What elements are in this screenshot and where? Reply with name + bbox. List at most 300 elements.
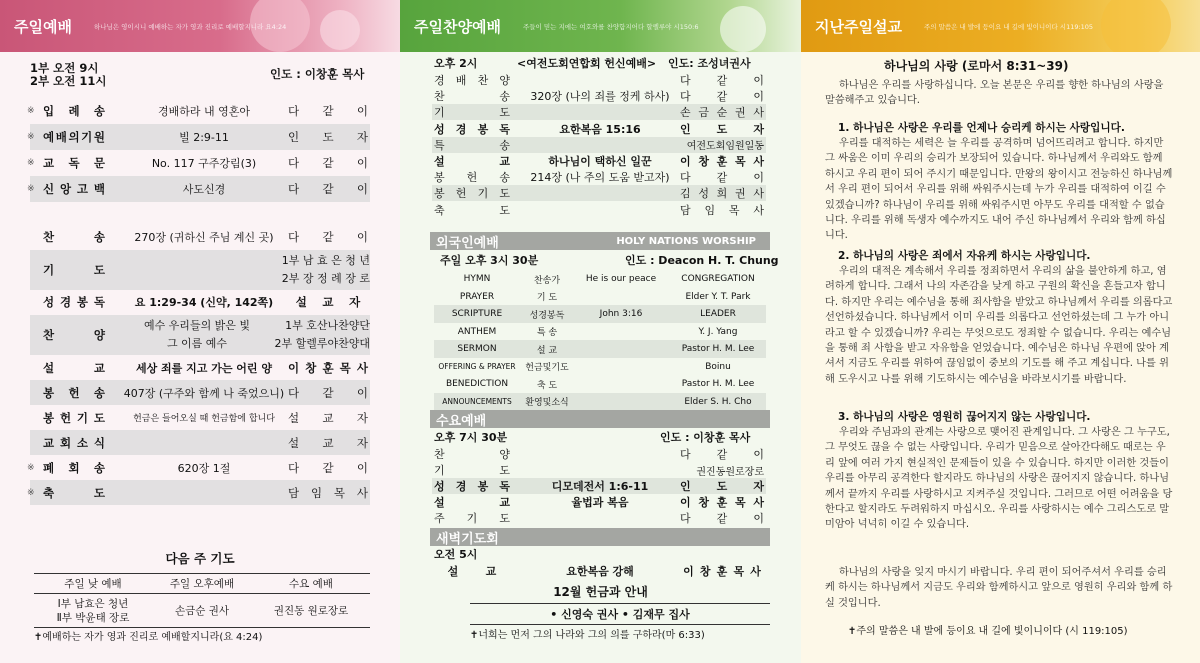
order-label: [434, 137, 510, 153]
prayer-person-1: 1부 남 효 은 청 년: [281, 254, 370, 267]
sermon-paragraph-2: 우리의 대적은 계속해서 우리를 정죄하면서 우리의 삶을 불안하게 하고, 염려하게 합니다. 그래서 나의 자존감을 낮게 하고 구원의 확신을 흔들고자 합니다. 하지만 우리는 예수님을 통해 죄사함을 받았고 하나님께서 우리를 의롭다고 선언하셨습니다. 하나님께서 이미 우리를 의롭다고 선언하셨는데 그 누가 아니라고 할 수 있겠습니까? 우리는 무엇으로도 정죄할 수 없습니다. 우리는 예수님을 통해 죄 사함을 받고 자유함을 얻었습니다. 예수님은 하나님 우편에 앉아 계셔서 지금도 우리를 위하여 끊임없이 중보의 기도를 해 주고 계십니다. 나를 위해 도우시고 나를 위해 기도하시는 예수님을 바라보시기를 바랍니다.: [825, 266, 1173, 385]
order-person: [288, 385, 368, 401]
praise-song-1: 예수 우리들의 밝은 빛: [143, 319, 251, 332]
order-person: LEADER: [700, 309, 736, 319]
label-char: 이: [753, 448, 764, 461]
label-char: 도: [93, 485, 105, 500]
label-char: 다: [680, 512, 691, 525]
order-row-praise: [30, 315, 370, 355]
label-char: 기: [477, 187, 489, 201]
label-char: 이: [753, 512, 764, 525]
order-person: [680, 169, 764, 185]
order-label: [434, 478, 510, 494]
label-char: 설: [434, 155, 445, 168]
order-label: [434, 104, 510, 120]
foreign-order-row: [434, 323, 766, 341]
label-char: 찬: [434, 448, 445, 461]
label-char: 경: [455, 480, 467, 493]
order-content: 디모데전서 1:6-11: [551, 480, 649, 493]
foreign-order-row: [434, 340, 766, 358]
order-content: 사도신경: [182, 183, 226, 196]
foreign-service-section: [430, 232, 770, 250]
dawn-time: 오전 5시: [434, 548, 478, 561]
label-char: 담: [288, 485, 300, 500]
label-char: 도: [716, 480, 728, 493]
order-person: Boinu: [705, 361, 731, 372]
order-label: [434, 185, 510, 201]
service-time-2: 2부 오전 11시: [30, 74, 107, 88]
label-char: 도: [93, 410, 105, 425]
order-label-ko: 특 송: [536, 328, 558, 338]
label-char: 찬: [477, 74, 489, 87]
order-row: [432, 88, 766, 104]
label-char: 다: [288, 156, 300, 170]
order-label: [43, 155, 105, 171]
label-char: 창: [698, 496, 709, 509]
wed-service-time: 오후 7시 30분: [434, 431, 508, 444]
next-prayer-table: [34, 573, 370, 628]
label-char: 설: [288, 410, 300, 425]
label-char: 목: [339, 360, 351, 375]
foreign-order-row: [434, 358, 766, 376]
order-content: 세상 죄를 지고 가는 어린 양: [135, 361, 273, 375]
label-char: 이: [753, 171, 764, 185]
label-char: 소: [76, 435, 89, 450]
order-label-ko: 찬송가: [533, 275, 561, 286]
label-char: 기: [434, 106, 445, 120]
order-person: [680, 510, 764, 526]
order-person: [288, 435, 368, 451]
order-label-ko: 환영및소식: [525, 398, 569, 408]
table-header: 수요 예배: [289, 578, 333, 590]
label-char: 인: [680, 480, 691, 493]
label-char: 헌: [455, 187, 467, 201]
sunday-service-header: [0, 0, 400, 52]
order-person: Elder S. H. Cho: [684, 396, 752, 407]
order-label: [43, 327, 105, 343]
order-content: 하나님이 택하신 일꾼: [548, 155, 652, 168]
label-char: 주: [434, 512, 445, 525]
order-person: [288, 229, 368, 245]
order-label: [43, 262, 105, 278]
order-content: 빌 2:9-11: [179, 131, 229, 144]
dawn-sermon-row: [432, 563, 766, 579]
order-label: [434, 462, 510, 478]
order-label: [434, 563, 510, 579]
order-content: 620장 1절: [177, 461, 231, 475]
label-char: 다: [680, 171, 691, 185]
order-label-en: HYMN: [463, 274, 491, 284]
label-char: 봉: [43, 410, 55, 425]
order-label: [43, 435, 105, 451]
order-person: Pastor H. M. Lee: [681, 379, 755, 389]
label-char: 같: [322, 104, 334, 118]
label-char: 이: [753, 74, 764, 87]
label-char: 도: [322, 130, 334, 144]
footer-verse: ✝예배하는 자가 영과 진리로 예배할지니라(요 4:24): [34, 632, 263, 643]
label-char: 교: [43, 435, 55, 450]
label-char: 기: [76, 410, 89, 425]
label-char: 교: [485, 565, 497, 578]
order-content: 214장 (나 주의 도움 받고자): [530, 171, 670, 185]
header-verse: 주들이 믿는 지에는 여호와를 찬양함지어다 할렐루야 시150:6: [522, 22, 699, 31]
label-char: 봉: [76, 295, 89, 309]
sermon-point-2: 2. 하나님의 사랑은 죄에서 자유케 하시는 사랑입니다.: [838, 250, 1091, 262]
label-char: 성: [434, 480, 445, 493]
section-subtitle: HOLY NATIONS WORSHIP: [616, 235, 756, 247]
label-char: 도: [716, 122, 728, 136]
label-char: 훈: [322, 360, 334, 375]
label-char: 이: [683, 565, 694, 578]
order-label-en: PRAYER: [459, 291, 495, 302]
label-char: 훈: [716, 155, 728, 168]
order-row: [30, 224, 370, 250]
order-row: [432, 104, 766, 120]
table-cell: [34, 594, 152, 628]
order-label: [434, 446, 510, 462]
label-char: 독: [68, 156, 80, 170]
label-char: 같: [716, 448, 728, 461]
label-char: 설: [288, 435, 300, 450]
label-char: 이: [356, 182, 368, 196]
label-char: 배: [55, 130, 67, 144]
label-char: 창: [305, 360, 317, 375]
label-char: 훈: [716, 496, 728, 509]
order-label: [434, 121, 510, 137]
order-person: Y. J. Yang: [698, 326, 738, 337]
order-content: 407장 (구주와 함께 나 죽었으니): [123, 386, 285, 400]
label-char: 송: [499, 138, 510, 152]
order-label: [434, 510, 510, 526]
order-person: CONGREGATION: [681, 274, 755, 284]
sermon-paragraph-3: 우리와 주님과의 관계는 사랑으로 맺어진 관계입니다. 그 사랑은 그 누구도, 그 무엇도 끊을 수 없는 사랑입니다. 우리가 믿음으로 살아간다해도 때로는 우리 앞에 여러 가지 현실적인 문제들이 있을 수 있습니다. 하지만 이러한 것들이 우리를 아무리 공격한다 할지라도 하나님의 사랑은 끊어지지 않습니다. 하나님께서 끝까지 우리를 사랑하시고 지켜주실 것입니다. 그러므로 어떤 어려움을 당한다고 할지라도 두려워하지 마십시오. 우리를 사랑하시는 예수 그리스도로 말미암아 넉넉히 이길 수 있습니다.: [825, 427, 1173, 531]
service-time-1: 1부 오전 9시: [30, 61, 99, 75]
label-char: 임: [310, 485, 323, 500]
label-char: 인: [288, 130, 300, 144]
foreign-order-row: [434, 375, 766, 393]
label-char: 봉: [434, 171, 445, 185]
label-char: 례: [68, 104, 80, 118]
order-label: [43, 229, 105, 245]
label-char: 설: [447, 565, 459, 578]
sermon-point-1: 1. 하나님은 사랑은 우리를 언제나 승리케 하시는 사랑입니다.: [838, 122, 1125, 134]
label-char: 같: [322, 182, 334, 196]
label-char: 다: [288, 385, 300, 400]
header-verse: 주의 말씀은 내 발에 등이요 내 길에 빛이니이다 시119:105: [923, 22, 1094, 31]
label-char: 같: [716, 512, 728, 525]
order-label: [43, 360, 105, 376]
order-person: 여전도회임원일동: [686, 141, 764, 153]
label-char: 양: [499, 448, 510, 461]
label-char: 담: [680, 203, 691, 217]
prayer-name: Ⅰ부 남효은 청년: [57, 597, 129, 610]
scripture-reference: 요 1:29-34 (신약, 142쪽): [134, 296, 274, 309]
order-row: [432, 169, 766, 185]
order-content: 경배하라 내 영혼아: [157, 105, 250, 118]
sermon-paragraph-1: 우리를 대적하는 세력은 늘 우리를 공격하며 넘어뜨리려고 합니다. 하지만 그 싸움은 이미 우리의 승리가 보장되어 있습니다. 하나님께서 우리와도 함께 하시고 우리 편이 되어 주시기 때문입니다. 만왕의 왕이시고 전능하신 하나님께서 우리 편이 되어서 우리를 위해 싸워주시는데 누가 우리를 대적하여 이길 수 있겠습니까? 하나님이 우리를 위해 싸워주시면 아무도 우리를 대적할 수 없습니다. 우리를 위해 독생자 예수까지도 내어 주신 하나님께서 우리와 함께 하십니다.: [825, 138, 1173, 242]
label-char: 봉: [477, 480, 489, 493]
label-char: 설: [434, 496, 445, 509]
label-char: 도: [499, 203, 510, 217]
label-char: 송: [93, 230, 105, 244]
label-char: 손: [680, 106, 691, 120]
order-person: Elder Y. T. Park: [685, 291, 751, 302]
order-person: [288, 460, 368, 476]
order-label-en: OFFERING & PRAYER: [438, 362, 516, 371]
label-char: 경: [59, 295, 72, 309]
order-label-char: 기: [43, 263, 55, 277]
table-header: 주일 오후예배: [169, 578, 235, 590]
label-char: 양: [499, 74, 510, 87]
label-char: 의: [68, 130, 80, 144]
order-content: 헌금은 들어오실 때 헌금함에 합니다: [133, 414, 275, 424]
praise-team-2: 2부 할렐루야찬양대: [274, 337, 370, 350]
label-char: 사: [750, 565, 761, 578]
label-char: 훈: [716, 565, 728, 578]
foreign-order-row: [434, 270, 766, 288]
label-char: 교: [93, 360, 105, 375]
label-char: 다: [680, 90, 691, 104]
order-person: [680, 185, 764, 201]
label-char: 경: [434, 74, 445, 87]
label-char: 송: [93, 460, 105, 475]
order-person: [288, 294, 368, 310]
label-char: 송: [499, 90, 510, 104]
order-person: [288, 410, 368, 426]
label-char: 독: [499, 122, 510, 136]
label-char: 찬: [434, 90, 445, 104]
order-row: [27, 176, 370, 202]
label-char: 입: [43, 104, 55, 118]
order-person: Pastor H. M. Lee: [681, 344, 755, 354]
table-cell: 손금순 권사: [174, 605, 230, 617]
label-char: 목: [333, 485, 346, 500]
label-char: 설: [43, 360, 55, 375]
order-label: [434, 202, 510, 218]
order-person: [680, 88, 764, 104]
order-person: [288, 103, 368, 119]
label-char: 축: [43, 485, 55, 500]
label-char: 목: [728, 203, 740, 217]
order-label-en: ANNOUNCEMENTS: [442, 397, 512, 406]
label-char: 헌: [466, 171, 478, 185]
label-char: 같: [322, 230, 334, 244]
label-char: 교: [499, 155, 510, 168]
order-content: 요한복음 15:16: [559, 122, 641, 136]
offering-guides: • 신영숙 권사 • 김재무 집사: [470, 603, 770, 625]
section-title: 새벽기도회: [436, 531, 499, 547]
label-char: 성: [434, 122, 445, 136]
label-char: 창: [698, 155, 709, 168]
sermon-point-3: 3. 하나님의 사랑은 영원히 끊어지지 않는 사랑입니다.: [838, 411, 1091, 423]
foreign-service-leader: 인도 : Deacon H. T. Chung: [625, 254, 779, 267]
stand-mark: ※: [27, 158, 35, 168]
order-label-ko: 축 도: [536, 380, 558, 391]
pm-service-time: 오후 2시: [434, 57, 478, 70]
label-char: 임: [704, 203, 716, 217]
label-char: 같: [322, 156, 334, 170]
section-title: 수요예배: [436, 413, 487, 429]
order-person: [680, 478, 764, 494]
label-char: 김: [680, 187, 691, 201]
pm-service-leader: 인도: 조성녀권사: [668, 57, 751, 70]
praise-song-2: 그 이름 예수: [166, 337, 228, 350]
label-char: 자: [356, 130, 368, 144]
label-char: 도: [499, 464, 510, 477]
order-person: [680, 153, 764, 169]
order-person: [680, 494, 764, 510]
order-person: [680, 563, 764, 579]
dawn-prayer-section: [430, 528, 770, 546]
label-char: 기: [466, 512, 478, 525]
table-header: 주일 낮 예배: [64, 578, 122, 590]
order-row: [27, 124, 370, 150]
label-char: 봉: [477, 122, 489, 136]
order-label: [43, 385, 105, 401]
order-row: [432, 153, 766, 169]
label-char: 송: [93, 104, 105, 118]
label-char: 같: [716, 74, 728, 87]
order-row: [432, 478, 766, 494]
order-row: [432, 137, 766, 153]
label-char: 사: [753, 203, 764, 217]
label-char: 같: [322, 385, 334, 400]
label-char: 헌: [68, 385, 80, 400]
label-char: 앙: [59, 182, 72, 196]
order-label: [434, 72, 510, 88]
label-char: 독: [93, 295, 105, 309]
label-char: 회: [59, 435, 72, 450]
label-char: 권: [734, 106, 746, 120]
order-label-ko: 성경봉독: [529, 310, 565, 321]
order-label-en: SERMON: [457, 344, 497, 354]
stand-mark: ※: [27, 106, 35, 116]
label-char: 원: [93, 130, 105, 144]
sermon-intro: 하나님은 우리를 사랑하십니다. 오늘 본문은 우리를 향한 하나님의 사랑을 말씀해주고 있습니다.: [825, 80, 1164, 107]
label-char: 다: [288, 230, 300, 244]
label-char: 봉: [434, 187, 445, 201]
order-label: [434, 494, 510, 510]
order-content: No. 117 구주강림(3): [151, 157, 257, 170]
foreign-service-time: 주일 오후 3시 30분: [440, 254, 539, 267]
label-char: 설: [295, 295, 307, 309]
offering-title: 12월 헌금과 안내: [553, 585, 648, 599]
order-label-en: SCRIPTURE: [451, 309, 503, 319]
label-char: 다: [288, 182, 300, 196]
praise-service-header: [400, 0, 801, 52]
label-char: 사: [753, 106, 764, 120]
label-char: 경: [455, 122, 467, 136]
service-leader: 인도 : 이창훈 목사: [270, 67, 365, 81]
label-char: 기: [81, 130, 93, 144]
order-person: [680, 72, 764, 88]
order-label-char: 양: [93, 328, 105, 342]
label-char: 송: [499, 171, 510, 185]
order-row: [27, 150, 370, 176]
order-label: [43, 294, 105, 310]
prayer-person-2: 2부 장 정 례 장 로: [281, 272, 370, 285]
label-char: 폐: [43, 460, 55, 475]
label-char: 이: [288, 360, 300, 375]
label-char: 희: [716, 187, 728, 201]
label-char: 권: [734, 187, 746, 201]
section-title: 주일찬양예배: [414, 17, 501, 36]
flower-decoration-icon: [320, 10, 360, 50]
label-char: 배: [455, 74, 467, 87]
order-label: [434, 169, 510, 185]
label-char: 특: [434, 138, 445, 152]
stand-mark: ※: [27, 487, 35, 498]
label-char: 이: [356, 460, 368, 475]
label-char: 사: [356, 360, 368, 375]
order-content: He is our peace: [585, 274, 657, 284]
order-row: [30, 430, 370, 455]
sunday-service-panel: [0, 0, 400, 663]
label-char: 인: [680, 122, 691, 136]
order-label: [43, 181, 105, 197]
order-label-ko: 기 도: [536, 293, 558, 303]
order-row: [30, 405, 370, 430]
label-char: 같: [322, 460, 334, 475]
label-char: 금: [698, 106, 709, 120]
order-row: [27, 455, 370, 480]
label-char: 이: [680, 496, 691, 509]
label-char: 사: [753, 155, 764, 168]
label-char: 회: [68, 460, 80, 475]
sermon-closing: 하나님의 사랑을 잊지 마시기 바랍니다. 우리 편이 되어주셔서 우리를 승리케 하시는 하나님께서 지금도 우리와 함께하시고 앞으로 영원히 우리와 함께 하실 것입니다.: [825, 567, 1173, 609]
label-char: 창: [699, 565, 711, 578]
section-title: 지난주일설교: [815, 17, 902, 36]
order-row: [432, 121, 766, 137]
order-label-en: BENEDICTION: [445, 379, 509, 389]
prayer-name: Ⅱ부 박윤태 장로: [56, 611, 130, 624]
footer-verse: ✝너희는 먼저 그의 나라와 그의 의를 구하라(마 6:33): [470, 630, 705, 641]
order-row: [432, 185, 766, 201]
order-person: [680, 202, 764, 218]
order-content: 320장 (나의 죄를 정케 하사): [530, 90, 670, 104]
order-row: [27, 480, 370, 505]
foreign-order-row: [434, 305, 766, 323]
label-char: 목: [734, 496, 746, 509]
label-char: 다: [288, 460, 300, 475]
label-char: 봉: [43, 385, 55, 400]
foreign-order-row: [434, 288, 766, 306]
order-label-ko: 헌금및기도: [525, 363, 569, 373]
label-char: 다: [680, 448, 691, 461]
label-char: 사: [753, 187, 764, 201]
label-char: 성: [698, 187, 709, 201]
section-title: 주일예배: [14, 17, 72, 36]
order-label: [43, 485, 105, 501]
order-label-ko: 설 교: [536, 345, 558, 356]
praise-team-1: 1부 호산나찬양단: [285, 319, 370, 332]
order-label-char: 찬: [43, 328, 55, 342]
table-header-row: [34, 574, 370, 594]
order-person: [288, 360, 368, 376]
order-person: 권진동원로장로: [696, 466, 764, 478]
order-person: [288, 181, 368, 197]
flower-decoration-icon: [720, 6, 766, 52]
label-char: 이: [680, 155, 691, 168]
sermon-title: 하나님의 사랑 (로마서 8:31~39): [884, 59, 1069, 73]
wednesday-service-section: [430, 410, 770, 428]
stand-mark: ※: [27, 184, 35, 194]
label-char: 같: [716, 171, 728, 185]
wed-service-leader: 인도 : 이창훈 목사: [660, 431, 751, 444]
order-content: 270장 (귀하신 주님 계신 곳): [134, 231, 274, 244]
order-person: [680, 104, 764, 120]
label-char: 이: [356, 230, 368, 244]
